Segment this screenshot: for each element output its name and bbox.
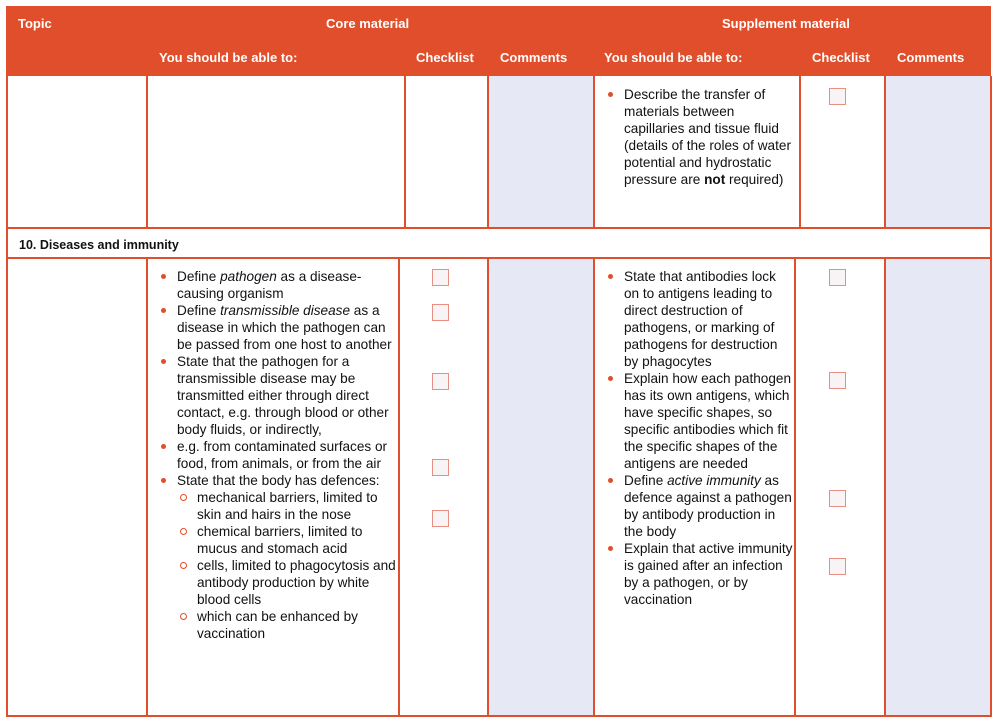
header-topic: Topic <box>18 16 52 31</box>
sub-list-item: mechanical barriers, limited to skin and hairs in the nose <box>155 489 397 523</box>
header-core-material: Core material <box>326 16 410 31</box>
column-divider <box>487 76 489 228</box>
list-item: State that the pathogen for a transmissible disease may be transmitted either through direct contact, e.g. through blood or other body fluids, or indirectly, <box>155 353 397 438</box>
list-item: State that antibodies lock on to antigens leading to direct destruction of pathogens, or marking of pathogens for destruction by phagocytes <box>602 268 794 370</box>
list-item: State that the body has defences: <box>155 472 397 489</box>
list-item: Define active immunity as defence against a pathogen by antibody production in the body <box>602 472 794 540</box>
sub-list-item: chemical barriers, limited to mucus and stomach acid <box>155 523 397 557</box>
checklist-checkbox[interactable] <box>432 304 449 321</box>
checklist-checkbox[interactable] <box>829 558 846 575</box>
comments-core-cell <box>489 76 593 228</box>
table-border-left <box>6 76 8 717</box>
list-item: Define pathogen as a disease-causing organism <box>155 268 397 302</box>
row-divider <box>6 227 992 229</box>
column-divider <box>146 76 148 228</box>
header-checklist-core: Checklist <box>416 50 474 65</box>
checklist-checkbox[interactable] <box>829 490 846 507</box>
checklist-checkbox[interactable] <box>432 459 449 476</box>
column-divider <box>884 258 886 716</box>
supp-objective-list <box>602 268 794 608</box>
sub-list-item: which can be enhanced by vaccination <box>155 608 397 642</box>
table-border-right <box>990 76 992 717</box>
comments-supp-cell <box>886 259 990 716</box>
section-title: 10. Diseases and immunity <box>19 238 179 252</box>
list-item: Describe the transfer of materials between capillaries and tissue fluid (details of the roles of water potential and hydrostatic pressure are not required) <box>602 86 798 188</box>
checklist-checkbox[interactable] <box>829 372 846 389</box>
header-checklist-supp: Checklist <box>812 50 870 65</box>
core-objective-list <box>155 268 397 642</box>
column-divider <box>146 258 148 716</box>
column-divider <box>794 258 796 716</box>
header-able-core: You should be able to: <box>159 50 298 65</box>
header-comments-supp: Comments <box>897 50 965 65</box>
supp-objective-list <box>602 86 798 188</box>
column-divider <box>398 258 400 716</box>
list-item: Explain that active immunity is gained after an infection by a pathogen, or by vaccination <box>602 540 794 608</box>
column-divider <box>884 76 886 228</box>
column-divider <box>593 258 595 716</box>
checklist-checkbox[interactable] <box>432 269 449 286</box>
column-divider <box>404 76 406 228</box>
column-divider <box>593 76 595 228</box>
checklist-checkbox[interactable] <box>829 88 846 105</box>
column-divider <box>799 76 801 228</box>
list-item: e.g. from contaminated surfaces or food, from animals, or from the air <box>155 438 397 472</box>
header-comments-core: Comments <box>500 50 568 65</box>
comments-supp-cell <box>886 76 990 228</box>
list-item: Define transmissible disease as a disease in which the pathogen can be passed from one host to another <box>155 302 397 353</box>
checklist-checkbox[interactable] <box>432 373 449 390</box>
checklist-checkbox[interactable] <box>432 510 449 527</box>
header-supplement-material: Supplement material <box>722 16 850 31</box>
list-item: Explain how each pathogen has its own antigens, which have specific shapes, so specific antibodies which fit the specific shapes of the antigens are needed <box>602 370 794 472</box>
comments-core-cell <box>489 259 593 716</box>
table-border-bottom <box>6 715 992 717</box>
row-divider <box>6 257 992 259</box>
column-divider <box>487 258 489 716</box>
header-able-supp: You should be able to: <box>604 50 743 65</box>
sub-list-item: cells, limited to phagocytosis and antibody production by white blood cells <box>155 557 397 608</box>
table-header <box>6 6 991 76</box>
checklist-checkbox[interactable] <box>829 269 846 286</box>
